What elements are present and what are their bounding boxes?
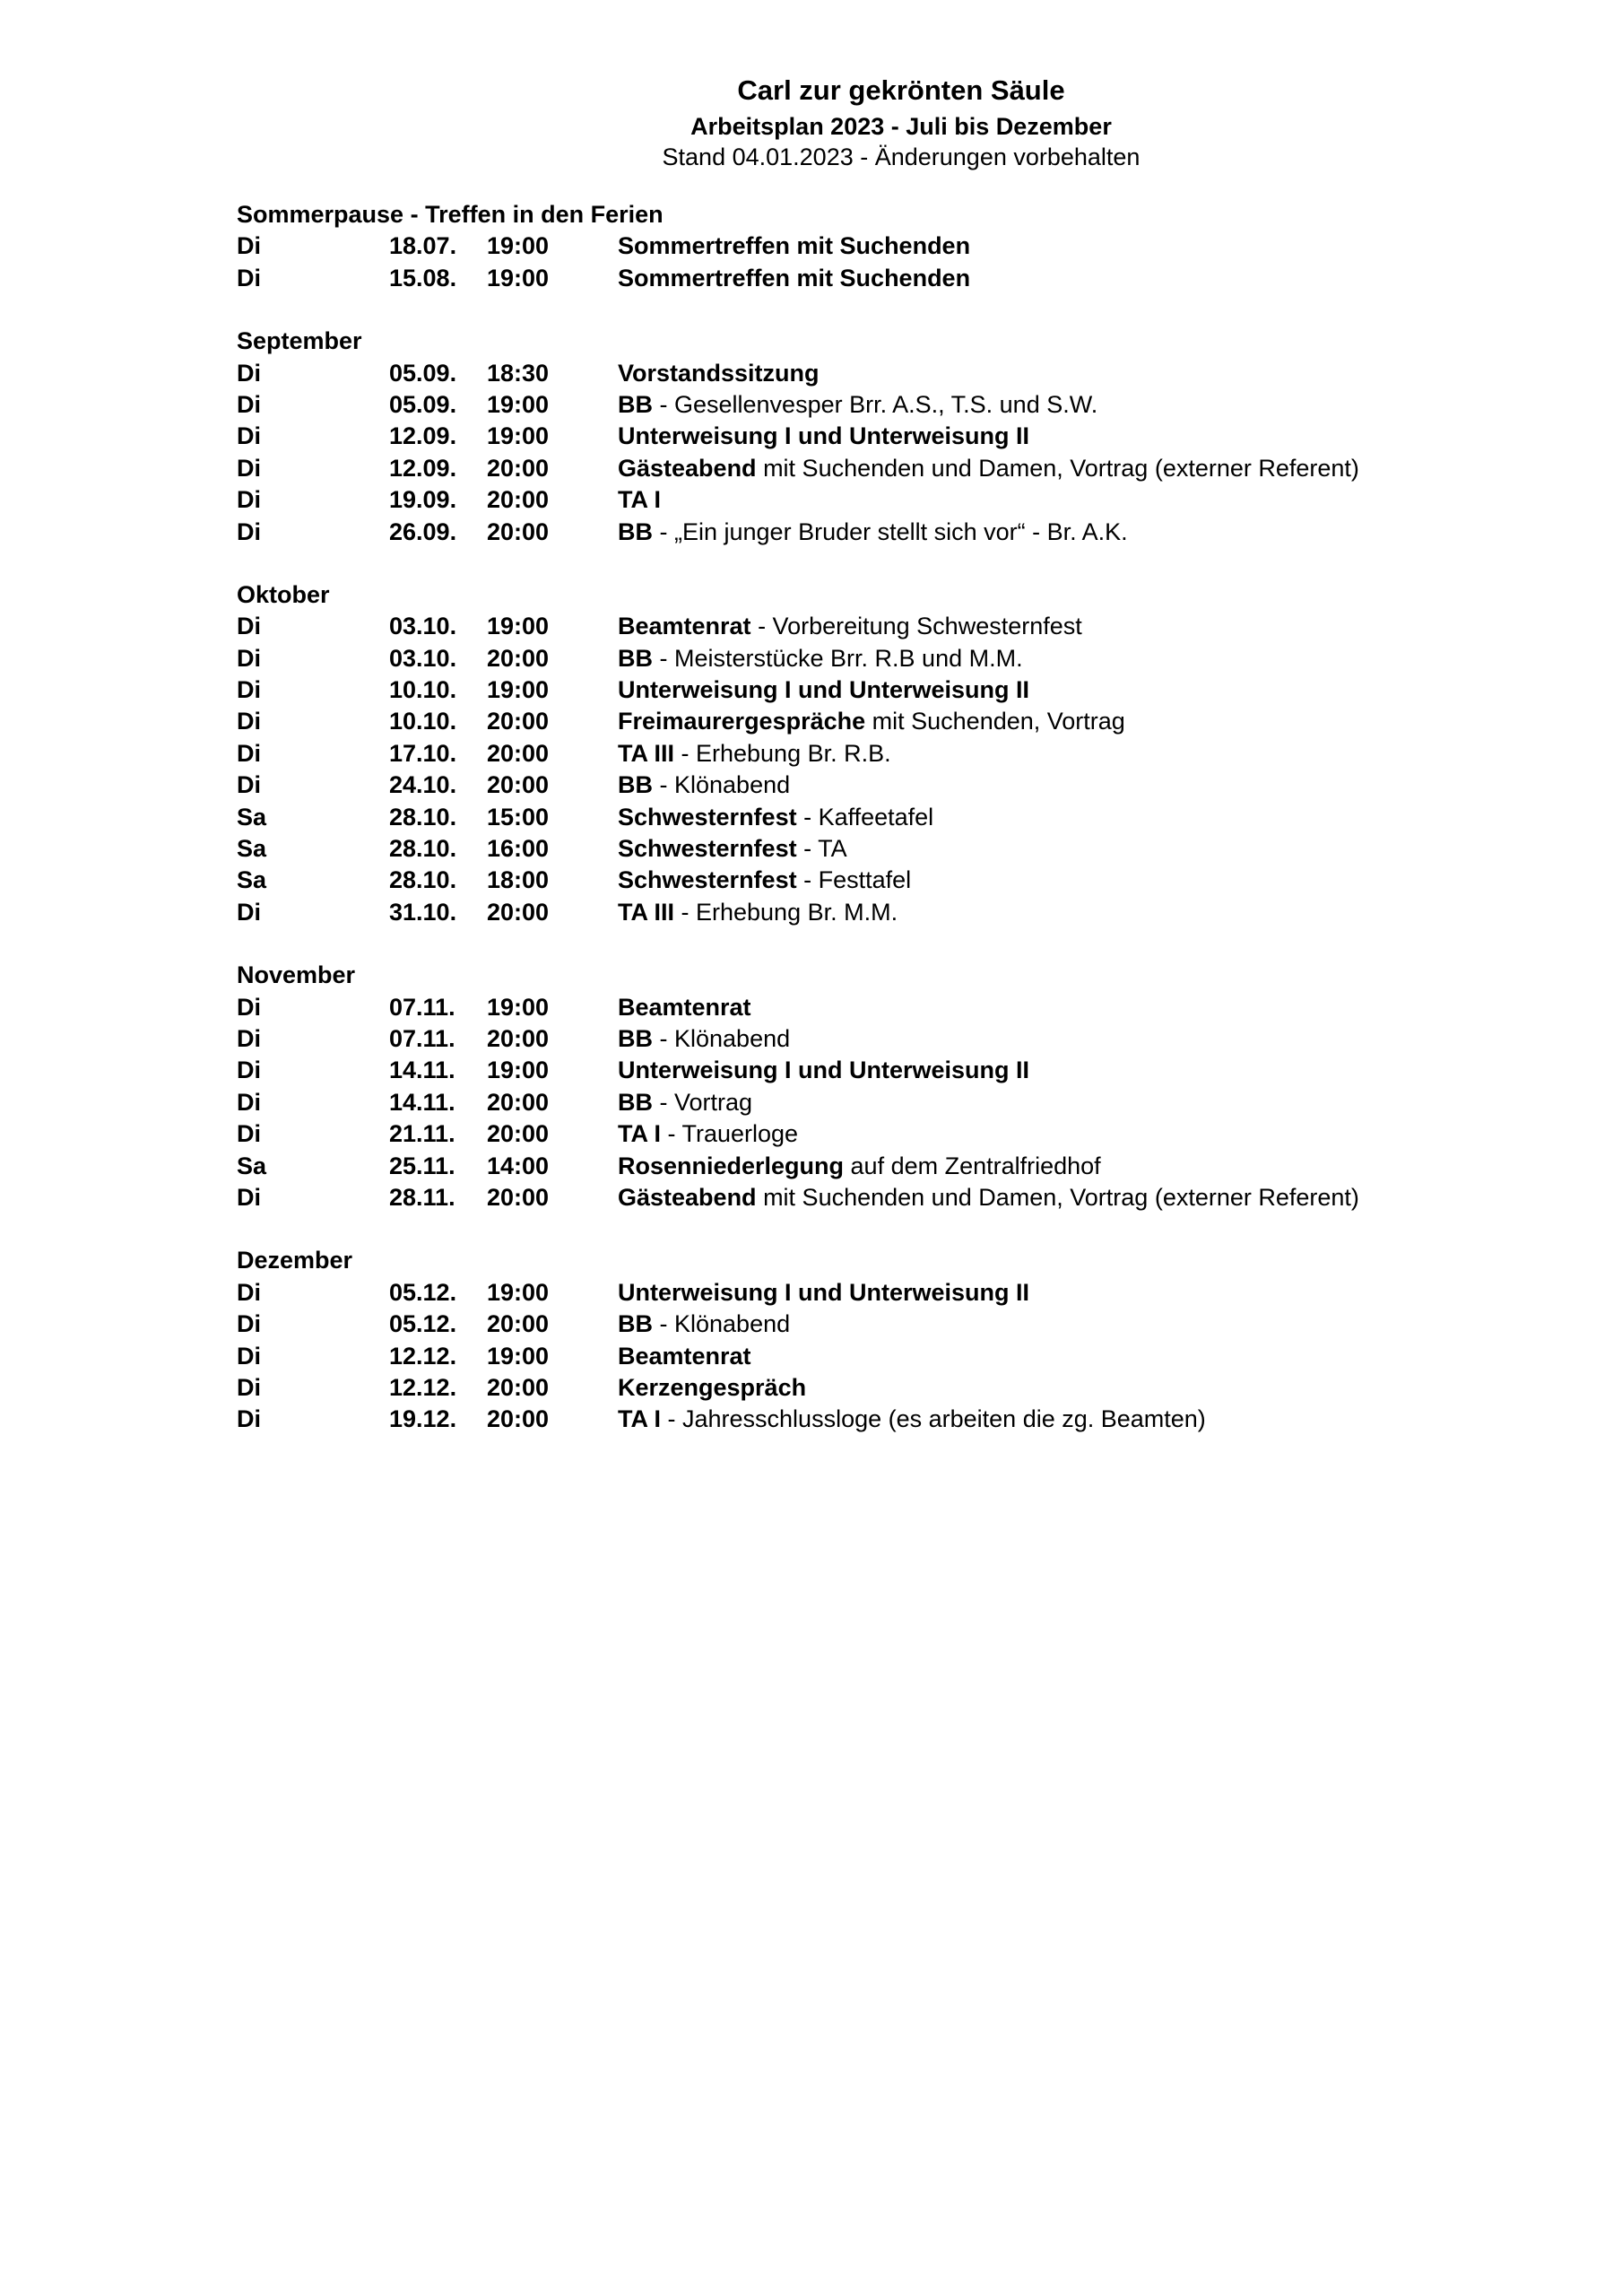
row-date: 07.11. — [389, 1024, 455, 1052]
row-time: 20:00 — [487, 1183, 550, 1211]
row-day: Di — [237, 771, 261, 799]
row-event — [618, 1341, 751, 1372]
row-time: 18:30 — [487, 359, 550, 387]
event-title: Schwesternfest — [618, 803, 797, 831]
row-time: 19:00 — [487, 613, 550, 640]
row-event — [618, 1055, 1029, 1086]
row-time: 19:00 — [487, 264, 550, 291]
row-event — [618, 833, 847, 865]
row-date: 12.09. — [389, 422, 457, 450]
row-time: 19:00 — [487, 676, 550, 704]
event-detail: - Klönabend — [653, 1024, 791, 1052]
section-title: November — [237, 961, 356, 989]
row-day: Di — [237, 708, 261, 735]
row-date: 05.12. — [389, 1278, 457, 1306]
row-time: 20:00 — [487, 739, 550, 767]
event-detail: auf dem Zentralfriedhof — [844, 1152, 1101, 1179]
schedule-section — [237, 960, 1582, 1213]
section-title: Oktober — [237, 580, 330, 608]
row-day: Di — [237, 613, 261, 640]
schedule-row — [237, 802, 1582, 833]
row-day: Di — [237, 264, 261, 291]
schedule-row — [237, 706, 1582, 737]
row-event — [618, 484, 661, 516]
event-title: BB — [618, 517, 653, 545]
row-event — [618, 706, 1125, 737]
row-date: 28.10. — [389, 835, 457, 863]
row-event — [618, 421, 1029, 452]
schedule-row — [237, 1372, 1582, 1404]
schedule-row — [237, 1087, 1582, 1118]
row-time: 20:00 — [487, 708, 550, 735]
row-event — [618, 1118, 798, 1150]
row-date: 28.10. — [389, 866, 457, 894]
row-date: 14.11. — [389, 1088, 455, 1116]
event-detail: - Trauerloge — [661, 1120, 799, 1148]
row-event — [618, 230, 970, 262]
row-day: Di — [237, 676, 261, 704]
row-event — [618, 1151, 1101, 1182]
row-time: 20:00 — [487, 771, 550, 799]
event-title: TA III — [618, 739, 674, 767]
event-detail: - „Ein junger Bruder stellt sich vor“ - Br. A.K. — [653, 517, 1128, 545]
event-title: TA I — [618, 486, 661, 514]
schedule-row — [237, 738, 1582, 770]
event-title: Schwesternfest — [618, 835, 797, 863]
row-time: 16:00 — [487, 835, 550, 863]
row-day: Di — [237, 454, 261, 482]
row-time: 20:00 — [487, 517, 550, 545]
event-detail: - Jahresschlussloge (es arbeiten die zg. Beamten) — [661, 1405, 1206, 1433]
row-date: 03.10. — [389, 644, 457, 672]
row-day: Sa — [237, 866, 267, 894]
section-title: September — [237, 327, 362, 355]
event-detail: - Gesellenvesper Brr. A.S., T.S. und S.W. — [653, 390, 1098, 418]
event-title: Unterweisung I und Unterweisung II — [618, 1278, 1030, 1306]
row-date: 19.09. — [389, 486, 457, 514]
row-date: 12.12. — [389, 1373, 457, 1401]
row-time: 19:00 — [487, 390, 550, 418]
row-time: 20:00 — [487, 1024, 550, 1052]
schedule-row — [237, 865, 1582, 896]
row-day: Di — [237, 422, 261, 450]
schedule-row — [237, 1023, 1582, 1055]
row-day: Di — [237, 644, 261, 672]
row-date: 10.10. — [389, 676, 457, 704]
event-detail: - Meisterstücke Brr. R.B und M.M. — [653, 644, 1023, 672]
event-title: Rosenniederlegung — [618, 1152, 845, 1179]
event-detail: mit Suchenden, Vortrag — [865, 708, 1125, 735]
section-title: Dezember — [237, 1247, 353, 1274]
row-time: 20:00 — [487, 898, 550, 926]
event-title: Gästeabend — [618, 1183, 757, 1211]
event-title: TA I — [618, 1405, 661, 1433]
schedule-row — [237, 1182, 1582, 1213]
row-day: Di — [237, 486, 261, 514]
schedule-row — [237, 770, 1582, 801]
row-date: 10.10. — [389, 708, 457, 735]
row-day: Di — [237, 390, 261, 418]
event-title: Schwesternfest — [618, 866, 797, 894]
row-time: 18:00 — [487, 866, 550, 894]
schedule-section — [237, 1245, 1582, 1435]
row-time: 14:00 — [487, 1152, 550, 1179]
row-day: Di — [237, 1057, 261, 1084]
row-time: 20:00 — [487, 1405, 550, 1433]
row-date: 31.10. — [389, 898, 457, 926]
row-event — [618, 1404, 1206, 1435]
event-title: BB — [618, 1024, 653, 1052]
event-title: Sommertreffen mit Suchenden — [618, 232, 971, 260]
schedule-row — [237, 1309, 1582, 1340]
schedule — [237, 199, 1582, 1467]
row-day: Di — [237, 1373, 261, 1401]
row-date: 05.12. — [389, 1310, 457, 1338]
row-time: 15:00 — [487, 803, 550, 831]
row-date: 19.12. — [389, 1405, 457, 1433]
schedule-row — [237, 484, 1582, 516]
row-day: Di — [237, 1342, 261, 1370]
schedule-row — [237, 421, 1582, 452]
row-date: 28.11. — [389, 1183, 455, 1211]
row-date: 17.10. — [389, 739, 457, 767]
row-event — [618, 1309, 790, 1340]
schedule-row — [237, 389, 1582, 421]
event-title: Beamtenrat — [618, 993, 751, 1021]
row-date: 21.11. — [389, 1120, 455, 1148]
row-day: Di — [237, 359, 261, 387]
row-event — [618, 1023, 790, 1055]
row-day: Di — [237, 1024, 261, 1052]
event-title: Vorstandssitzung — [618, 359, 820, 387]
row-time: 20:00 — [487, 486, 550, 514]
row-day: Di — [237, 1278, 261, 1306]
event-title: Beamtenrat — [618, 1342, 751, 1370]
schedule-row — [237, 992, 1582, 1023]
schedule-row — [237, 1118, 1582, 1150]
row-time: 20:00 — [487, 1373, 550, 1401]
schedule-row — [237, 1277, 1582, 1309]
schedule-section — [237, 199, 1582, 294]
event-title: BB — [618, 1310, 653, 1338]
row-day: Di — [237, 517, 261, 545]
schedule-row — [237, 453, 1582, 484]
event-title: Freimaurergespräche — [618, 708, 866, 735]
event-detail: - Erhebung Br. R.B. — [674, 739, 891, 767]
schedule-row — [237, 643, 1582, 674]
schedule-section — [237, 326, 1582, 548]
schedule-row — [237, 358, 1582, 389]
row-event — [618, 643, 1023, 674]
row-time: 19:00 — [487, 1278, 550, 1306]
row-day: Di — [237, 739, 261, 767]
row-time: 20:00 — [487, 1088, 550, 1116]
event-title: Unterweisung I und Unterweisung II — [618, 1057, 1030, 1084]
schedule-row — [237, 833, 1582, 865]
row-event — [618, 358, 820, 389]
row-event — [618, 517, 1128, 548]
row-event — [618, 674, 1029, 706]
event-detail: - Klönabend — [653, 771, 791, 799]
event-detail: - TA — [796, 835, 847, 863]
document-title: Carl zur gekrönten Säule — [737, 74, 1065, 106]
row-event — [618, 611, 1082, 642]
event-title: BB — [618, 1088, 653, 1116]
row-event — [618, 1087, 752, 1118]
row-event — [618, 770, 790, 801]
event-detail: - Vorbereitung Schwesternfest — [750, 613, 1082, 640]
schedule-row — [237, 674, 1582, 706]
schedule-row — [237, 1341, 1582, 1372]
event-title: Kerzengespräch — [618, 1373, 807, 1401]
row-day: Di — [237, 1183, 261, 1211]
schedule-row — [237, 1055, 1582, 1086]
row-time: 20:00 — [487, 1310, 550, 1338]
event-title: BB — [618, 390, 653, 418]
schedule-row — [237, 1151, 1582, 1182]
row-date: 26.09. — [389, 517, 457, 545]
row-event — [618, 1277, 1029, 1309]
row-day: Di — [237, 1088, 261, 1116]
row-date: 15.08. — [389, 264, 457, 291]
event-detail: - Erhebung Br. M.M. — [674, 898, 898, 926]
row-date: 28.10. — [389, 803, 457, 831]
row-day: Di — [237, 1405, 261, 1433]
row-event — [618, 802, 933, 833]
event-title: TA I — [618, 1120, 661, 1148]
row-day: Di — [237, 993, 261, 1021]
row-event — [618, 738, 891, 770]
row-time: 20:00 — [487, 644, 550, 672]
row-event — [618, 865, 911, 896]
row-day: Di — [237, 232, 261, 260]
row-time: 19:00 — [487, 1342, 550, 1370]
row-date: 14.11. — [389, 1057, 455, 1084]
row-date: 07.11. — [389, 993, 455, 1021]
event-detail: mit Suchenden und Damen, Vortrag (externer Referent) — [756, 1183, 1359, 1211]
event-title: Beamtenrat — [618, 613, 751, 640]
row-date: 18.07. — [389, 232, 457, 260]
document-header — [0, 70, 1622, 172]
schedule-row — [237, 1404, 1582, 1435]
event-detail: - Festtafel — [796, 866, 912, 894]
row-day: Sa — [237, 803, 267, 831]
document-subtitle: Arbeitsplan 2023 - Juli bis Dezember — [690, 113, 1112, 140]
row-day: Di — [237, 898, 261, 926]
event-detail: - Vortrag — [653, 1088, 753, 1116]
row-date: 05.09. — [389, 390, 457, 418]
event-detail: - Klönabend — [653, 1310, 791, 1338]
row-event — [618, 453, 1359, 484]
event-title: Unterweisung I und Unterweisung II — [618, 422, 1030, 450]
row-time: 20:00 — [487, 454, 550, 482]
row-time: 19:00 — [487, 422, 550, 450]
row-event — [618, 1182, 1359, 1213]
row-event — [618, 389, 1097, 421]
row-date: 03.10. — [389, 613, 457, 640]
row-time: 19:00 — [487, 993, 550, 1021]
schedule-section — [237, 579, 1582, 928]
row-time: 19:00 — [487, 232, 550, 260]
schedule-row — [237, 230, 1582, 262]
section-title: Sommerpause - Treffen in den Ferien — [237, 201, 664, 228]
row-day: Di — [237, 1120, 261, 1148]
document-status: Stand 04.01.2023 - Änderungen vorbehalten — [662, 144, 1141, 170]
row-event — [618, 263, 970, 294]
row-event — [618, 992, 751, 1023]
schedule-row — [237, 263, 1582, 294]
event-title: Gästeabend — [618, 454, 757, 482]
row-day: Di — [237, 1310, 261, 1338]
row-event — [618, 1372, 806, 1404]
row-date: 25.11. — [389, 1152, 455, 1179]
event-detail: - Kaffeetafel — [796, 803, 934, 831]
row-date: 05.09. — [389, 359, 457, 387]
event-title: Unterweisung I und Unterweisung II — [618, 676, 1030, 704]
row-day: Sa — [237, 1152, 267, 1179]
row-date: 24.10. — [389, 771, 457, 799]
row-date: 12.09. — [389, 454, 457, 482]
event-title: TA III — [618, 898, 674, 926]
row-event — [618, 897, 898, 928]
row-time: 19:00 — [487, 1057, 550, 1084]
event-title: Sommertreffen mit Suchenden — [618, 264, 971, 291]
event-title: BB — [618, 771, 653, 799]
schedule-row — [237, 517, 1582, 548]
row-time: 20:00 — [487, 1120, 550, 1148]
schedule-row — [237, 897, 1582, 928]
schedule-row — [237, 611, 1582, 642]
row-day: Sa — [237, 835, 267, 863]
row-date: 12.12. — [389, 1342, 457, 1370]
event-detail: mit Suchenden und Damen, Vortrag (externer Referent) — [756, 454, 1359, 482]
event-title: BB — [618, 644, 653, 672]
